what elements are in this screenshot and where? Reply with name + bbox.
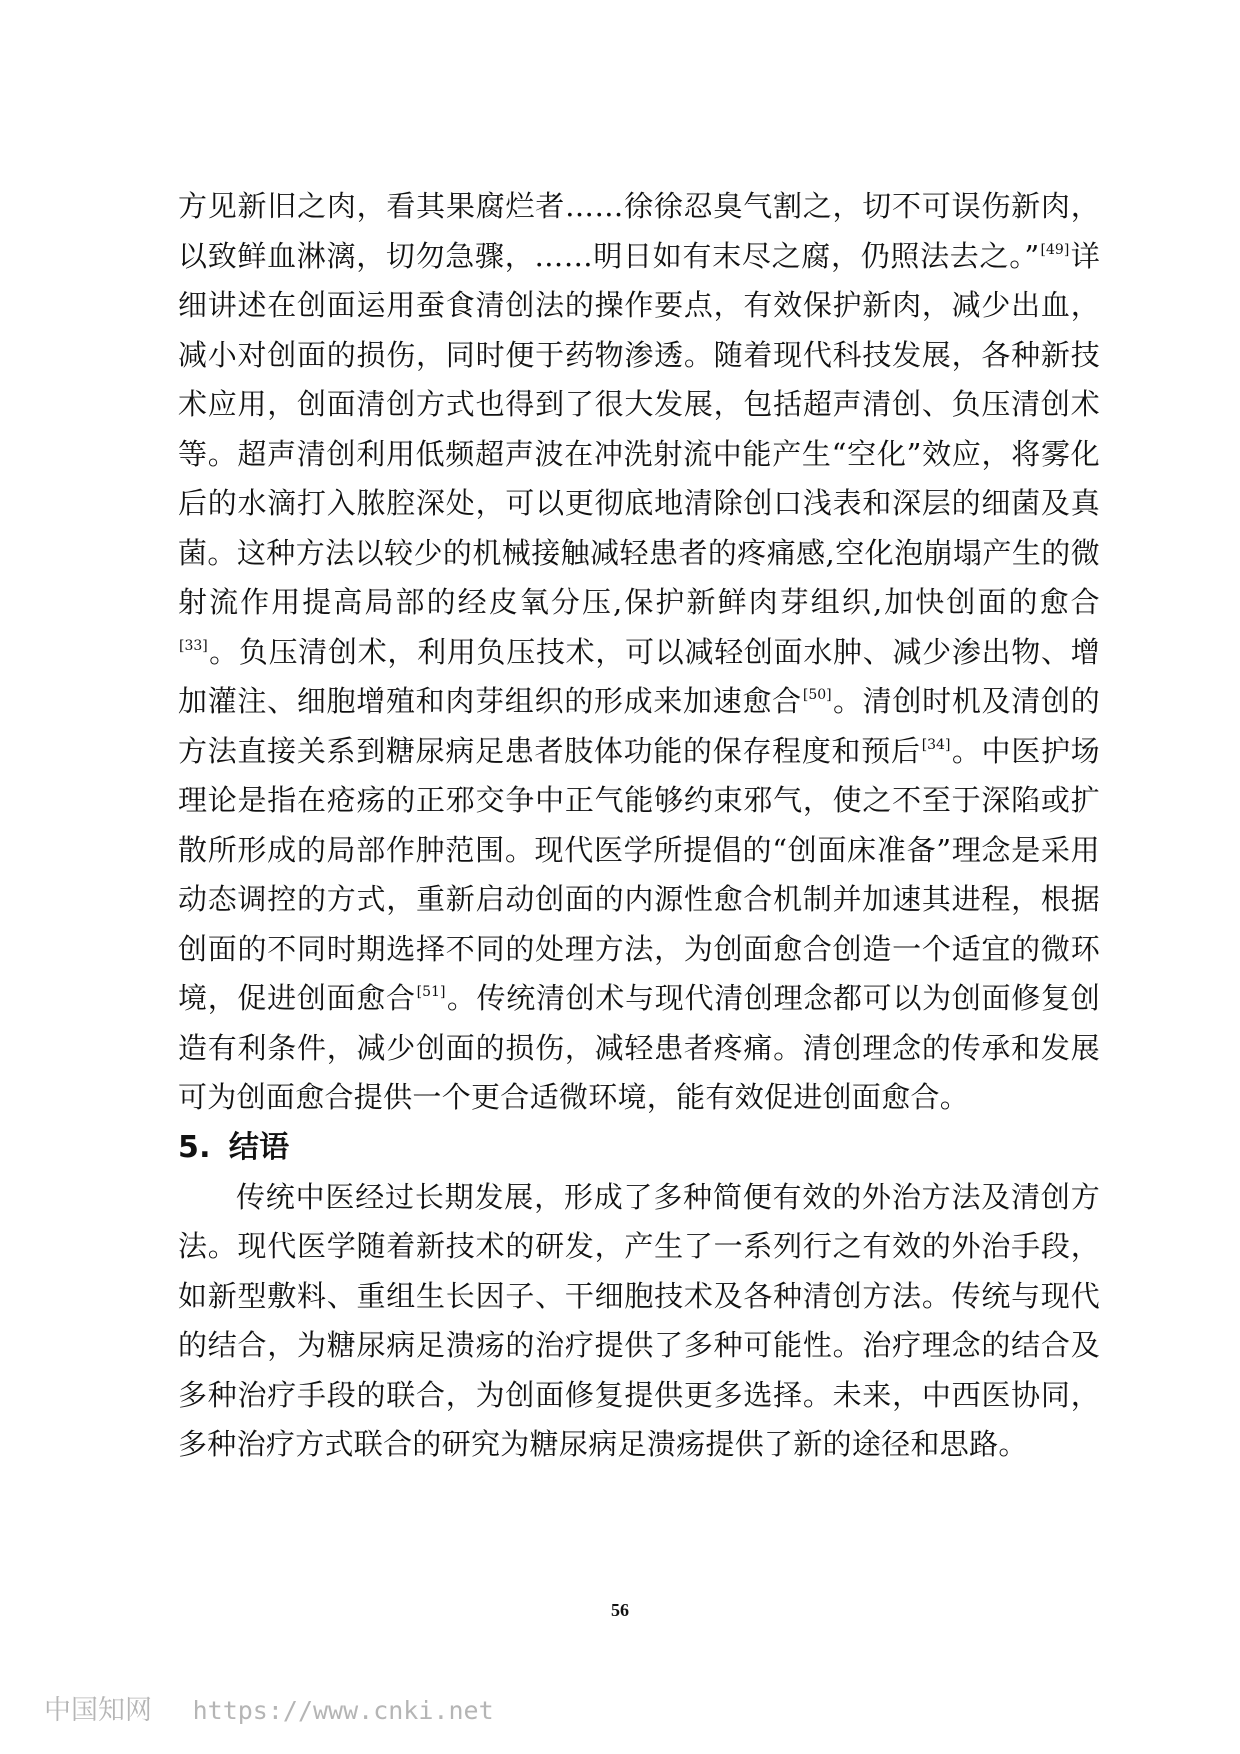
section-number: 5. (178, 1129, 211, 1165)
text-segment: 。清创时机及清创的方法直接关系到糖尿病足患者肢体功能的保存程度和预后 (178, 684, 1100, 768)
citation: [34] (921, 736, 951, 753)
text-segment: 详细讲述在创面运用蚕食清创法的操作要点，有效保护新肉，减少出血，减小对创面的损伤，同时便于药物渗透。随着现代科技发展，各种新技术应用，创面清创方式也得到了很大发展，包括超声清创、负压清创术等。超声清创利用低频超声波在冲洗射流中能产生“空化”效应，将雾化后的水滴打入脓腔深处，可以更彻底地清除创口浅表和深层的细菌及真菌。这种方法以较少的机械接触减轻患者的疼痛感,空化泡崩塌产生的微射流作用提高局部的经皮氧分压,保护新鲜肉芽组织,加快创面的愈合 (178, 238, 1100, 619)
citation: [50] (802, 687, 832, 703)
text-segment: 方见新旧之肉，看其果腐烂者……徐徐忍臭气割之，切不可误伤新肉，以致鲜血淋漓，切勿急骤，……明日如有末尽之腐，仍照法去之。” (178, 189, 1100, 273)
paragraph-debridement (178, 182, 1100, 1123)
page-number: 56 (611, 1600, 629, 1620)
body-text (178, 182, 1100, 1470)
citation: [33] (179, 637, 208, 654)
text-segment: 。中医护场理论是指在疮疡的正邪交争中正气能够约束邪气，使之不至于深陷或扩散所形成的局部作肿范围。现代医学所提倡的“创面床准备”理念是采用动态调控的方式，重新启动创面的内源性愈合机制并加速其进程，根据创面的不同时期选择不同的处理方法，为创面愈合创造一个适宜的微环境，促进创面愈合 (178, 733, 1100, 1015)
citation: [49] (1040, 241, 1070, 258)
citation: [51] (416, 984, 446, 1000)
watermark-url: https://www.cnki.net (192, 1696, 494, 1725)
text-segment: 。负压清创术，利用负压技术，可以减轻创面水肿、减少渗出物、增加灌注、细胞增殖和肉芽组织的形成来加速愈合 (178, 634, 1100, 718)
watermark-brand: 中国知网 (44, 1695, 152, 1726)
watermark (44, 1688, 494, 1727)
section-title: 结语 (228, 1129, 290, 1165)
section-heading (178, 1123, 1100, 1173)
paragraph-conclusion: 传统中医经过长期发展，形成了多种简便有效的外治方法及清创方法。现代医学随着新技术的研发，产生了一系列行之有效的外治手段，如新型敷料、重组生长因子、干细胞技术及各种清创方法。传统与现代的结合，为糖尿病足溃疡的治疗提供了多种可能性。治疗理念的结合及多种治疗手段的联合，为创面修复提供更多选择。未来，中西医协同，多种治疗方式联合的研究为糖尿病足溃疡提供了新的途径和思路。 (178, 1179, 1100, 1461)
text-segment: 。传统清创术与现代清创理念都可以为创面修复创造有利条件，减少创面的损伤，减轻患者疼痛。清创理念的传承和发展可为创面愈合提供一个更合适微环境，能有效促进创面愈合。 (178, 981, 1100, 1114)
